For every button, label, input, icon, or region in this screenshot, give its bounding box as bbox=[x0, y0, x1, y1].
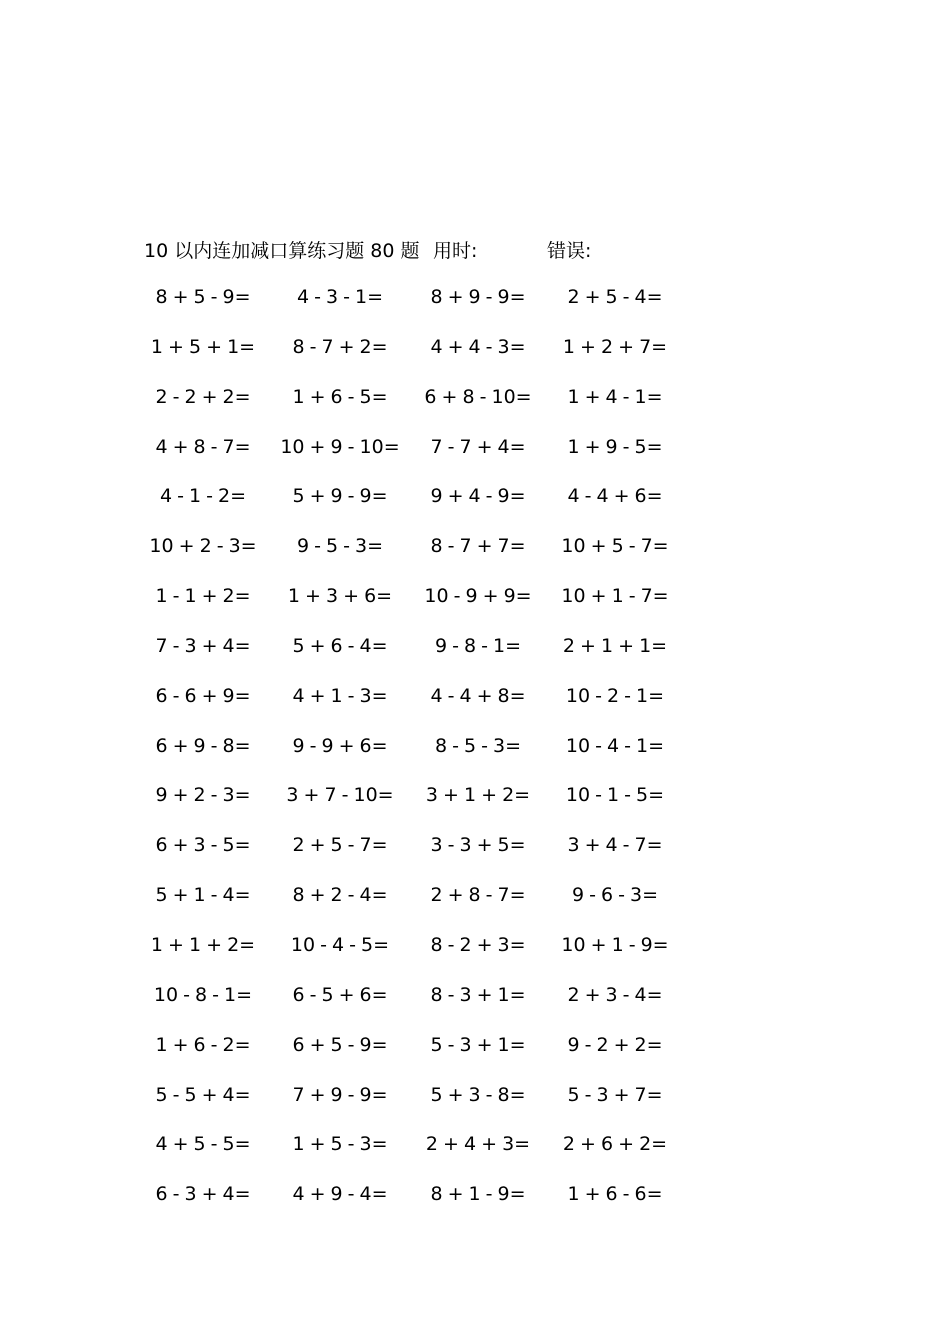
problem-row bbox=[0, 731, 950, 781]
problem-item: 1 + 4 - 1= bbox=[567, 385, 663, 408]
problem-item: 10 - 4 - 5= bbox=[290, 933, 390, 956]
problem-item: 9 + 4 - 9= bbox=[430, 485, 526, 508]
problem-item: 2 + 6 + 2= bbox=[562, 1133, 668, 1156]
problem-item: 4 - 4 + 8= bbox=[430, 684, 526, 707]
problem-item: 6 + 3 - 5= bbox=[155, 834, 251, 857]
time-label: 用时: bbox=[433, 240, 478, 262]
problem-item: 10 + 1 - 7= bbox=[561, 585, 669, 608]
problem-item: 9 - 8 - 1= bbox=[434, 634, 522, 657]
problem-row bbox=[0, 1080, 950, 1130]
problem-item: 3 + 4 - 7= bbox=[567, 834, 663, 857]
problem-item: 6 - 3 + 4= bbox=[155, 1183, 251, 1206]
problem-item: 3 - 3 + 5= bbox=[430, 834, 526, 857]
problem-item: 8 - 5 - 3= bbox=[434, 734, 522, 757]
problem-item: 1 + 5 - 3= bbox=[292, 1133, 388, 1156]
error-label: 错误: bbox=[547, 240, 592, 262]
problem-row bbox=[0, 481, 950, 531]
problem-item: 1 + 5 + 1= bbox=[150, 335, 256, 358]
problem-item: 2 + 4 + 3= bbox=[425, 1133, 531, 1156]
problem-item: 8 - 3 + 1= bbox=[430, 983, 526, 1006]
problem-item: 10 + 1 - 9= bbox=[561, 933, 669, 956]
problem-item: 10 - 8 - 1= bbox=[153, 983, 253, 1006]
problem-item: 8 + 5 - 9= bbox=[155, 286, 251, 308]
problem-item: 4 + 8 - 7= bbox=[155, 435, 251, 458]
worksheet-header bbox=[0, 236, 950, 264]
problem-item: 2 + 3 - 4= bbox=[567, 983, 663, 1006]
problem-item: 7 - 3 + 4= bbox=[155, 634, 251, 657]
problem-item: 2 + 8 - 7= bbox=[430, 884, 526, 907]
problem-item: 4 + 4 - 3= bbox=[430, 335, 526, 358]
problem-item: 9 - 9 + 6= bbox=[292, 734, 388, 757]
problem-item: 2 + 1 + 1= bbox=[562, 634, 668, 657]
problem-row bbox=[0, 880, 950, 930]
problem-row bbox=[0, 780, 950, 830]
problem-item: 8 - 7 + 2= bbox=[292, 335, 388, 358]
problem-item: 10 + 2 - 3= bbox=[149, 535, 257, 558]
problem-item: 8 + 1 - 9= bbox=[430, 1183, 526, 1206]
problem-item: 5 - 3 + 7= bbox=[567, 1083, 663, 1106]
problem-item: 10 + 5 - 7= bbox=[561, 535, 669, 558]
problem-row bbox=[0, 631, 950, 681]
problem-item: 5 + 6 - 4= bbox=[292, 634, 388, 657]
problem-row bbox=[0, 930, 950, 980]
problem-item: 4 - 4 + 6= bbox=[567, 485, 663, 508]
problem-row bbox=[0, 531, 950, 581]
problem-item: 6 - 5 + 6= bbox=[292, 983, 388, 1006]
problem-item: 1 + 9 - 5= bbox=[567, 435, 663, 458]
problem-row bbox=[0, 1129, 950, 1179]
problem-item: 8 - 7 + 7= bbox=[430, 535, 526, 558]
problem-item: 2 + 5 - 4= bbox=[567, 286, 663, 308]
problem-item: 5 - 3 + 1= bbox=[430, 1033, 526, 1056]
problem-item: 9 - 6 - 3= bbox=[571, 884, 659, 907]
problem-row bbox=[0, 681, 950, 731]
problem-item: 10 - 4 - 1= bbox=[565, 734, 665, 757]
problem-item: 10 - 2 - 1= bbox=[565, 684, 665, 707]
problem-item: 2 + 5 - 7= bbox=[292, 834, 388, 857]
problem-item: 9 - 5 - 3= bbox=[296, 535, 384, 558]
problem-item: 1 + 6 - 5= bbox=[292, 385, 388, 408]
problem-item: 2 - 2 + 2= bbox=[155, 385, 251, 408]
problem-item: 1 + 3 + 6= bbox=[287, 585, 393, 608]
problem-item: 9 + 2 - 3= bbox=[155, 784, 251, 807]
problem-item: 5 + 1 - 4= bbox=[155, 884, 251, 907]
problem-item: 1 + 1 + 2= bbox=[150, 933, 256, 956]
problem-item: 1 + 6 - 6= bbox=[567, 1183, 663, 1206]
problem-row bbox=[0, 830, 950, 880]
problem-item: 10 - 1 - 5= bbox=[565, 784, 665, 807]
problem-item: 10 + 9 - 10= bbox=[280, 435, 400, 458]
problem-item: 1 + 2 + 7= bbox=[562, 335, 668, 358]
problem-item: 7 + 9 - 9= bbox=[292, 1083, 388, 1106]
problem-item: 3 + 1 + 2= bbox=[425, 784, 531, 807]
problem-item: 1 - 1 + 2= bbox=[155, 585, 251, 608]
problem-item: 9 - 2 + 2= bbox=[567, 1033, 663, 1056]
problem-item: 3 + 7 - 10= bbox=[286, 784, 394, 807]
problem-row bbox=[0, 980, 950, 1030]
problem-item: 10 - 9 + 9= bbox=[424, 585, 532, 608]
problem-row bbox=[0, 382, 950, 432]
problem-item: 8 - 2 + 3= bbox=[430, 933, 526, 956]
problem-item: 6 + 8 - 10= bbox=[424, 385, 532, 408]
problem-item: 8 + 9 - 9= bbox=[430, 286, 526, 308]
problem-item: 6 + 9 - 8= bbox=[155, 734, 251, 757]
problem-item: 1 + 6 - 2= bbox=[155, 1033, 251, 1056]
problem-item: 4 - 1 - 2= bbox=[159, 485, 247, 508]
problem-item: 4 + 5 - 5= bbox=[155, 1133, 251, 1156]
problem-row bbox=[0, 1030, 950, 1080]
worksheet-title: 10 以内连加减口算练习题 80 题 bbox=[144, 240, 420, 262]
problem-row bbox=[0, 432, 950, 482]
problem-grid bbox=[0, 282, 950, 1229]
problem-item: 4 - 3 - 1= bbox=[296, 286, 384, 308]
problem-row bbox=[0, 282, 950, 332]
problem-item: 5 + 9 - 9= bbox=[292, 485, 388, 508]
problem-item: 5 + 3 - 8= bbox=[430, 1083, 526, 1106]
problem-row bbox=[0, 1179, 950, 1229]
problem-item: 7 - 7 + 4= bbox=[430, 435, 526, 458]
problem-item: 6 - 6 + 9= bbox=[155, 684, 251, 707]
problem-row bbox=[0, 581, 950, 631]
problem-row bbox=[0, 332, 950, 382]
problem-item: 4 + 1 - 3= bbox=[292, 684, 388, 707]
problem-item: 4 + 9 - 4= bbox=[292, 1183, 388, 1206]
problem-item: 5 - 5 + 4= bbox=[155, 1083, 251, 1106]
problem-item: 6 + 5 - 9= bbox=[292, 1033, 388, 1056]
problem-item: 8 + 2 - 4= bbox=[292, 884, 388, 907]
